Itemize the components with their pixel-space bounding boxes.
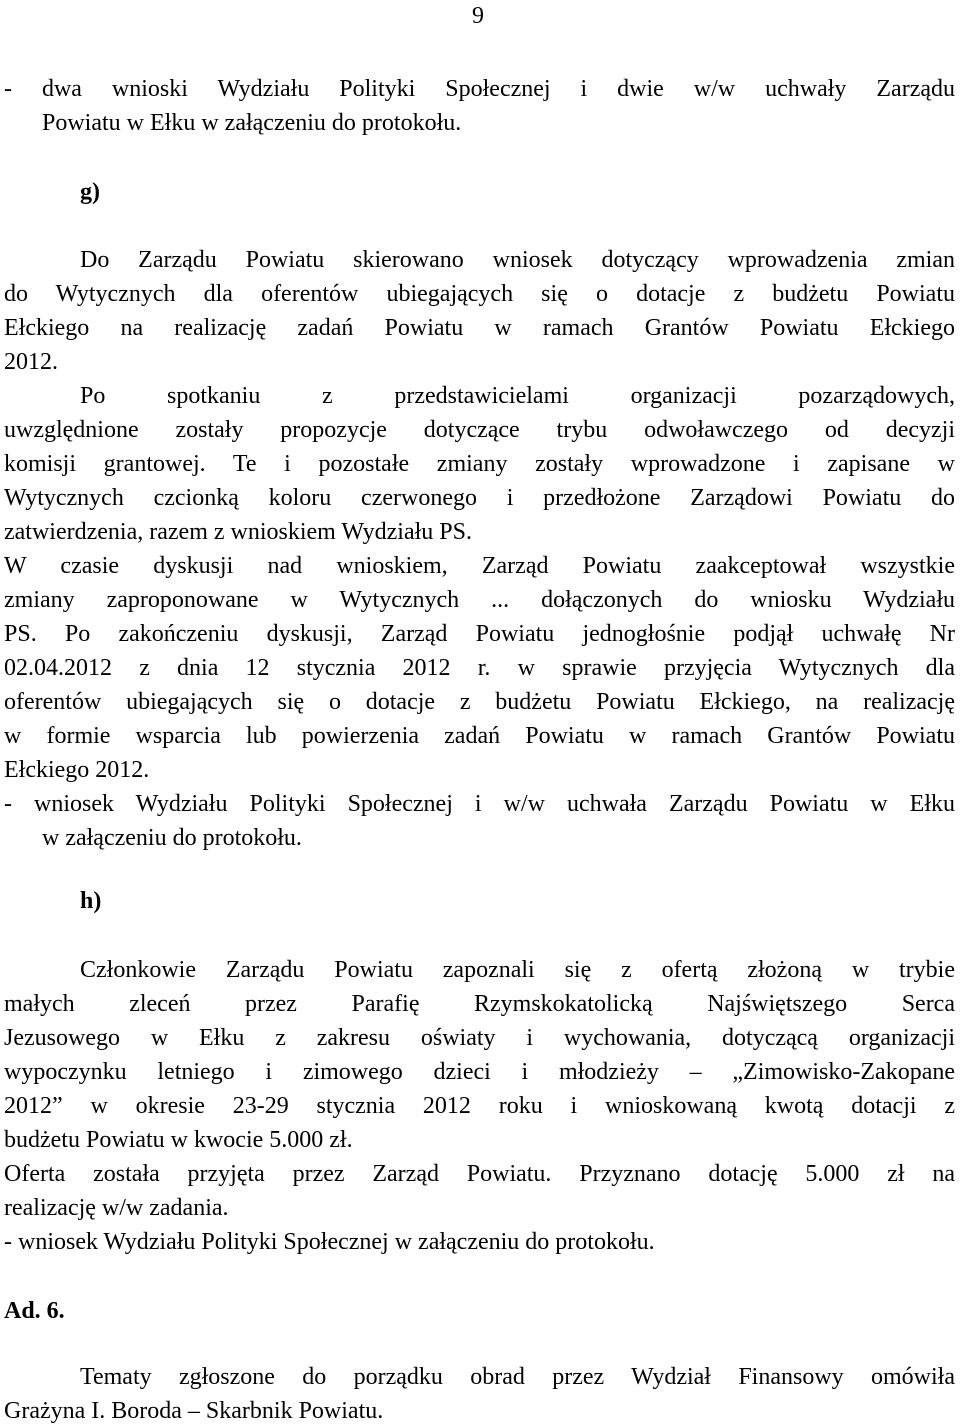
text-line: małych zleceń przez Parafię Rzymskokatolicką Najświętszego Serca xyxy=(4,991,955,1017)
text-line: Powiatu w Ełku w załączeniu do protokołu. xyxy=(42,110,462,136)
text-line: Wytycznych czcionką koloru czerwonego i przedłożone Zarządowi Powiatu do xyxy=(4,485,955,511)
text-line: - dwa wnioski Wydziału Polityki Społecznej i dwie w/w uchwały Zarządu xyxy=(4,76,955,102)
text-line: 2012. xyxy=(4,349,58,375)
text-line: Po spotkaniu z przedstawicielami organizacji pozarządowych, xyxy=(80,383,955,409)
text-line: komisji grantowej. Te i pozostałe zmiany zostały wprowadzone i zapisane w xyxy=(4,451,955,477)
text-line: zatwierdzenia, razem z wnioskiem Wydziału PS. xyxy=(4,519,472,545)
text-line: Jezusowego w Ełku z zakresu oświaty i wychowania, dotyczącą organizacji xyxy=(4,1025,955,1051)
section-heading-h: h) xyxy=(80,888,102,914)
text-line: do Wytycznych dla oferentów ubiegających się o dotacje z budżetu Powiatu xyxy=(4,281,955,307)
text-line: Grażyna I. Boroda – Skarbnik Powiatu. xyxy=(4,1398,384,1424)
text-line: - wniosek Wydziału Polityki Społecznej i w/w uchwała Zarządu Powiatu w Ełku xyxy=(4,791,955,817)
text-line: W czasie dyskusji nad wnioskiem, Zarząd Powiatu zaakceptował wszystkie xyxy=(4,553,955,579)
text-line: 02.04.2012 z dnia 12 stycznia 2012 r. w sprawie przyjęcia Wytycznych dla xyxy=(4,655,955,681)
section-heading-ad6: Ad. 6. xyxy=(4,1298,65,1324)
text-line: Oferta została przyjęta przez Zarząd Powiatu. Przyznano dotację 5.000 zł na xyxy=(4,1161,955,1187)
text-line: Tematy zgłoszone do porządku obrad przez Wydział Finansowy omówiła xyxy=(80,1364,955,1390)
text-line: wypoczynku letniego i zimowego dzieci i młodzieży – „Zimowisko-Zakopane xyxy=(4,1059,955,1085)
text-line: budżetu Powiatu w kwocie 5.000 zł. xyxy=(4,1127,353,1153)
text-line: oferentów ubiegających się o dotacje z budżetu Powiatu Ełckiego, na realizację xyxy=(4,689,955,715)
text-line: Ełckiego na realizację zadań Powiatu w ramach Grantów Powiatu Ełckiego xyxy=(4,315,955,341)
text-line: Członkowie Zarządu Powiatu zapoznali się z ofertą złożoną w trybie xyxy=(80,957,955,983)
text-line: uwzględnione zostały propozycje dotyczące trybu odwoławczego od decyzji xyxy=(4,417,955,443)
page-number: 9 xyxy=(472,3,484,29)
text-line: PS. Po zakończeniu dyskusji, Zarząd Powiatu jednogłośnie podjął uchwałę Nr xyxy=(4,621,955,647)
text-line: Do Zarządu Powiatu skierowano wniosek dotyczący wprowadzenia zmian xyxy=(80,247,955,273)
text-line: 2012” w okresie 23-29 stycznia 2012 roku i wnioskowaną kwotą dotacji z xyxy=(4,1093,955,1119)
text-line: w załączeniu do protokołu. xyxy=(42,825,302,851)
text-line: realizację w/w zadania. xyxy=(4,1195,229,1221)
text-line: - wniosek Wydziału Polityki Społecznej w załączeniu do protokołu. xyxy=(4,1229,655,1255)
text-line: w formie wsparcia lub powierzenia zadań Powiatu w ramach Grantów Powiatu xyxy=(4,723,955,749)
section-heading-g: g) xyxy=(80,179,100,205)
text-line: Ełckiego 2012. xyxy=(4,757,150,783)
text-line: zmiany zaproponowane w Wytycznych ... dołączonych do wniosku Wydziału xyxy=(4,587,955,613)
